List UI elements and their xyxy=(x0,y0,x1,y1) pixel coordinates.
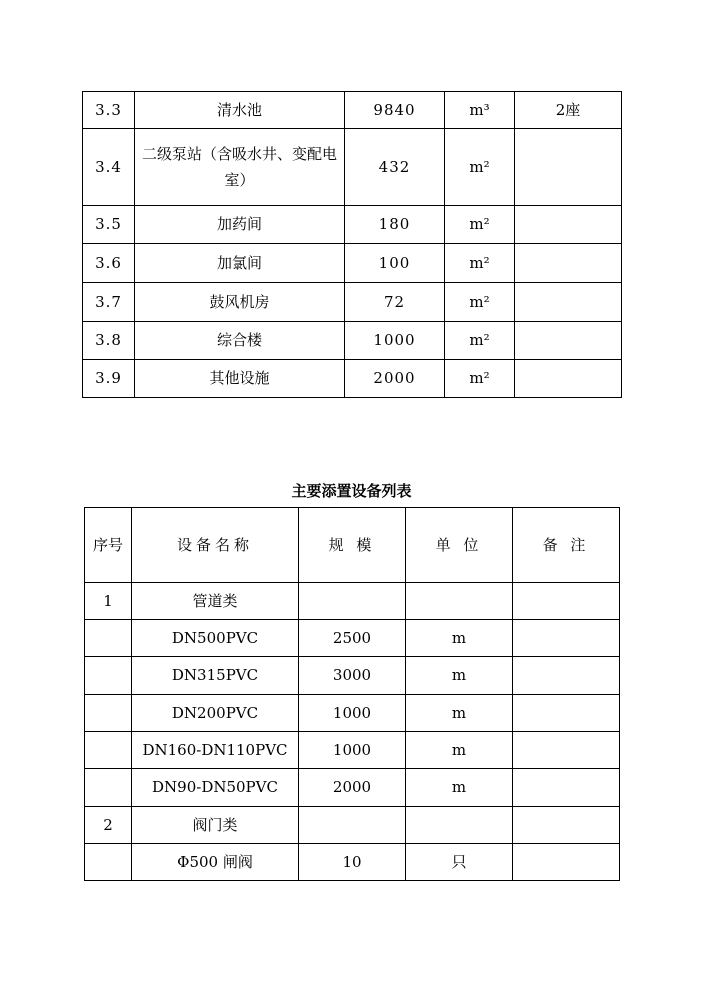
header-no: 序号 xyxy=(85,508,132,583)
row-number xyxy=(85,732,132,769)
facility-name: 清水池 xyxy=(135,92,345,129)
equipment-list-title: 主要添置设备列表 xyxy=(291,482,412,500)
table-row xyxy=(83,129,622,206)
equipment-scale: 1000 xyxy=(299,732,406,769)
equipment-scale: 2500 xyxy=(299,620,406,657)
row-number: 1 xyxy=(85,583,132,620)
equipment-scale xyxy=(299,583,406,620)
facility-value: 72 xyxy=(345,283,445,322)
equipment-unit: m xyxy=(406,732,513,769)
table-row xyxy=(83,244,622,283)
table-row xyxy=(85,807,620,844)
equipment-unit: m xyxy=(406,695,513,732)
equipment-scale: 2000 xyxy=(299,769,406,807)
row-number: 3.4 xyxy=(83,129,135,206)
table-header-row xyxy=(85,508,620,583)
equipment-name: DN315PVC xyxy=(132,657,299,695)
equipment-unit xyxy=(406,807,513,844)
facility-unit: m² xyxy=(445,244,515,283)
equipment-name: DN200PVC xyxy=(132,695,299,732)
row-number xyxy=(85,695,132,732)
table-row xyxy=(85,583,620,620)
facility-value: 100 xyxy=(345,244,445,283)
table-row xyxy=(83,322,622,360)
facility-name: 加氯间 xyxy=(135,244,345,283)
header-scale: 规 模 xyxy=(299,508,406,583)
row-number xyxy=(85,657,132,695)
facility-name: 鼓风机房 xyxy=(135,283,345,322)
facility-note xyxy=(515,129,622,206)
facility-name: 其他设施 xyxy=(135,360,345,398)
facility-value: 1000 xyxy=(345,322,445,360)
equipment-name: 阀门类 xyxy=(132,807,299,844)
table-row xyxy=(83,92,622,129)
row-number xyxy=(85,844,132,881)
facility-note xyxy=(515,283,622,322)
table-row xyxy=(85,732,620,769)
row-number: 3.3 xyxy=(83,92,135,129)
facility-note: 2座 xyxy=(515,92,622,129)
row-number: 3.8 xyxy=(83,322,135,360)
row-number xyxy=(85,769,132,807)
facility-value: 9840 xyxy=(345,92,445,129)
equipment-unit xyxy=(406,583,513,620)
table-row xyxy=(85,769,620,807)
equipment-scale: 1000 xyxy=(299,695,406,732)
header-name: 设备名称 xyxy=(132,508,299,583)
facility-unit: m² xyxy=(445,206,515,244)
header-unit: 单 位 xyxy=(406,508,513,583)
equipment-table xyxy=(84,507,620,881)
facility-unit: m² xyxy=(445,129,515,206)
equipment-name: DN90-DN50PVC xyxy=(132,769,299,807)
facility-value: 432 xyxy=(345,129,445,206)
row-number: 3.6 xyxy=(83,244,135,283)
facility-unit: m³ xyxy=(445,92,515,129)
facility-note xyxy=(515,244,622,283)
row-number xyxy=(85,620,132,657)
equipment-unit: m xyxy=(406,620,513,657)
facility-unit: m² xyxy=(445,360,515,398)
equipment-unit: m xyxy=(406,769,513,807)
table-row xyxy=(85,695,620,732)
table-row xyxy=(83,206,622,244)
equipment-note xyxy=(513,583,620,620)
facility-table xyxy=(82,91,622,398)
table-row xyxy=(85,657,620,695)
table-row xyxy=(83,283,622,322)
equipment-note xyxy=(513,807,620,844)
facility-unit: m² xyxy=(445,283,515,322)
header-note: 备 注 xyxy=(513,508,620,583)
equipment-note xyxy=(513,844,620,881)
equipment-name: DN500PVC xyxy=(132,620,299,657)
facility-note xyxy=(515,206,622,244)
equipment-unit: m xyxy=(406,657,513,695)
equipment-note xyxy=(513,657,620,695)
equipment-name: DN160-DN110PVC xyxy=(132,732,299,769)
facility-value: 180 xyxy=(345,206,445,244)
equipment-note xyxy=(513,620,620,657)
equipment-note xyxy=(513,695,620,732)
row-number: 3.5 xyxy=(83,206,135,244)
facility-note xyxy=(515,360,622,398)
equipment-scale: 10 xyxy=(299,844,406,881)
row-number: 3.7 xyxy=(83,283,135,322)
table-row xyxy=(83,360,622,398)
equipment-scale: 3000 xyxy=(299,657,406,695)
facility-name: 二级泵站（含吸水井、变配电室） xyxy=(135,129,345,206)
table-row xyxy=(85,620,620,657)
row-number: 2 xyxy=(85,807,132,844)
facility-name: 加药间 xyxy=(135,206,345,244)
equipment-note xyxy=(513,732,620,769)
table-row xyxy=(85,844,620,881)
facility-unit: m² xyxy=(445,322,515,360)
equipment-name: 管道类 xyxy=(132,583,299,620)
equipment-name: Φ500 闸阀 xyxy=(132,844,299,881)
row-number: 3.9 xyxy=(83,360,135,398)
equipment-unit: 只 xyxy=(406,844,513,881)
facility-value: 2000 xyxy=(345,360,445,398)
facility-note xyxy=(515,322,622,360)
equipment-scale xyxy=(299,807,406,844)
equipment-note xyxy=(513,769,620,807)
facility-name: 综合楼 xyxy=(135,322,345,360)
